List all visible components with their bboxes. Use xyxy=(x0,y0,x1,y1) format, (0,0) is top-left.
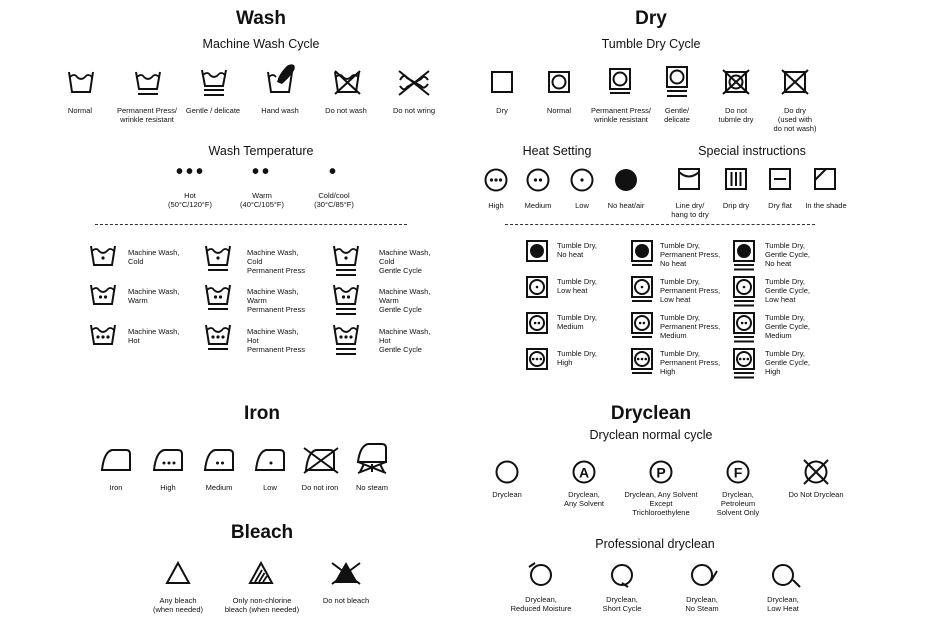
dryclean-except-trichloroethylene-icon xyxy=(647,459,675,485)
wash-gentle-icon xyxy=(201,68,227,98)
tumble-dry-permanent-press-icon xyxy=(609,68,631,96)
svg-text:A: A xyxy=(578,464,590,481)
dry-combo-label: Tumble Dry, Gentle Cycle, No heat xyxy=(765,241,811,268)
machine-wash-combo-icon xyxy=(205,244,231,278)
dryclean-any-solvent-icon xyxy=(570,459,598,485)
iron-medium-icon xyxy=(203,446,237,474)
wash-combo-label: Machine Wash, Hot xyxy=(128,327,180,345)
non-chlorine-bleach-icon xyxy=(248,561,274,585)
heat-setting-title: Heat Setting xyxy=(522,144,592,158)
dryclean-title: Dryclean xyxy=(610,403,692,424)
dryclean-icon xyxy=(493,459,521,485)
heat-medium-icon xyxy=(526,168,550,192)
dry-combo-label: Tumble Dry, Permanent Press, Low heat xyxy=(660,277,721,304)
dry-cycle-label: Normal xyxy=(546,106,572,115)
iron-label: High xyxy=(160,483,176,492)
wash-normal-icon xyxy=(68,70,94,94)
do-not-bleach-icon xyxy=(330,560,362,586)
dry-divider xyxy=(505,224,815,225)
bleach-label: Do not bleach xyxy=(322,596,370,605)
wash-cycle-label: Normal xyxy=(67,106,93,115)
svg-text:F: F xyxy=(733,464,743,481)
dryclean-label: Dryclean xyxy=(492,490,522,499)
wash-cycle-label: Do not wash xyxy=(325,106,367,115)
machine-wash-combo-icon xyxy=(333,283,359,317)
dry-in-shade-icon xyxy=(814,168,836,190)
wash-combo-label: Machine Wash, Warm xyxy=(128,287,180,305)
machine-wash-combo-icon xyxy=(333,323,359,357)
temp-label: Cold/cool (30°C/85°F) xyxy=(314,191,354,209)
dry-square-icon xyxy=(491,71,513,93)
iron-label: Medium xyxy=(205,483,233,492)
dry-cycle-label: Do dry (used with do not wash) xyxy=(773,106,817,133)
heat-label: Medium xyxy=(524,201,552,210)
special-label: In the shade xyxy=(805,201,847,210)
dryclean-normal-title: Dryclean normal cycle xyxy=(589,428,713,442)
do-dry-icon xyxy=(781,69,809,95)
tumble-dry-combo-icon xyxy=(631,276,653,308)
heat-low-icon xyxy=(570,168,594,192)
bleach-title: Bleach xyxy=(230,522,294,543)
wash-cycle-label: Do not wring xyxy=(392,106,436,115)
do-not-wring-icon xyxy=(398,70,430,96)
iron-label: Iron xyxy=(109,483,123,492)
special-label: Dry flat xyxy=(768,201,792,210)
dry-combo-label: Tumble Dry, Permanent Press, No heat xyxy=(660,241,721,268)
tumble-dry-combo-icon xyxy=(526,240,548,272)
wash-cycle-label: Hand wash xyxy=(261,106,299,115)
wash-combo-label: Machine Wash, Warm Gentle Cycle xyxy=(379,287,431,314)
temp-label: Hot (50°C/120°F) xyxy=(168,191,212,209)
dry-combo-label: Tumble Dry, Low heat xyxy=(557,277,598,295)
svg-text:P: P xyxy=(656,464,666,481)
dryclean-label: Dryclean, Any Solvent xyxy=(563,490,605,508)
any-bleach-icon xyxy=(165,561,191,585)
cold-dots-icon: • xyxy=(328,161,340,183)
dryclean-no-steam-icon xyxy=(688,561,718,589)
wash-permanent-press-icon xyxy=(135,70,161,96)
dry-title: Dry xyxy=(635,8,667,29)
machine-wash-combo-icon xyxy=(90,323,116,357)
bleach-label: Any bleach (when needed) xyxy=(152,596,204,614)
iron-low-icon xyxy=(254,446,288,474)
no-heat-icon xyxy=(614,168,638,192)
wash-combo-label: Machine Wash, Hot Permanent Press xyxy=(247,327,305,354)
pro-dryclean-label: Dryclean, Low Heat xyxy=(767,595,799,613)
special-instructions-title: Special instructions xyxy=(698,144,806,158)
dryclean-label: Dryclean, Any Solvent Except Trichloroethylene xyxy=(624,490,698,517)
wash-title: Wash xyxy=(236,8,286,29)
temp-label: Warm (40°C/105°F) xyxy=(240,191,284,209)
pro-dryclean-label: Dryclean, Reduced Moisture xyxy=(510,595,572,613)
tumble-dry-cycle-title: Tumble Dry Cycle xyxy=(601,37,701,51)
heat-high-icon xyxy=(484,168,508,192)
warm-dots-icon: •• xyxy=(251,161,273,183)
wash-cycle-label: Gentle / delicate xyxy=(185,106,241,115)
dry-combo-label: Tumble Dry, Medium xyxy=(557,313,598,331)
professional-dryclean-title: Professional dryclean xyxy=(595,537,715,551)
tumble-dry-combo-icon xyxy=(631,348,653,380)
dryclean-low-heat-icon xyxy=(769,561,799,589)
tumble-dry-combo-icon xyxy=(733,240,755,272)
dry-cycle-label: Gentle/ delicate xyxy=(664,106,690,124)
tumble-dry-combo-icon xyxy=(526,276,548,308)
wash-cycle-label: Permanent Press/ wrinkle resistant xyxy=(116,106,178,124)
iron-label: Low xyxy=(263,483,277,492)
bleach-label: Only non-chlorine bleach (when needed) xyxy=(224,596,300,614)
special-label: Drip dry xyxy=(722,201,750,210)
wash-combo-label: Machine Wash, Cold Permanent Press xyxy=(247,248,305,275)
machine-wash-combo-icon xyxy=(333,244,359,278)
dry-combo-label: Tumble Dry, No heat xyxy=(557,241,598,259)
do-not-dryclean-icon xyxy=(802,459,830,485)
dry-combo-label: Tumble Dry, Gentle Cycle, Medium xyxy=(765,313,811,340)
dryclean-label: Do Not Dryclean xyxy=(788,490,844,499)
tumble-dry-combo-icon xyxy=(526,348,548,380)
wash-divider xyxy=(95,224,407,225)
dry-combo-label: Tumble Dry, Gentle Cycle, High xyxy=(765,349,811,376)
iron-label: Do not iron xyxy=(301,483,339,492)
dryclean-short-cycle-icon xyxy=(608,561,638,589)
wash-combo-label: Machine Wash, Cold Gentle Cycle xyxy=(379,248,431,275)
do-not-tumble-dry-icon xyxy=(722,69,750,95)
wash-combo-label: Machine Wash, Warm Permanent Press xyxy=(247,287,305,314)
machine-wash-combo-icon xyxy=(205,323,231,357)
dryclean-petroleum-icon xyxy=(724,459,752,485)
tumble-dry-normal-icon xyxy=(548,71,570,93)
iron-high-icon xyxy=(152,446,186,474)
tumble-dry-combo-icon xyxy=(631,312,653,344)
dry-combo-label: Tumble Dry, Permanent Press, High xyxy=(660,349,721,376)
dry-combo-label: Tumble Dry, Permanent Press, Medium xyxy=(660,313,721,340)
tumble-dry-combo-icon xyxy=(526,312,548,344)
machine-wash-combo-icon xyxy=(205,283,231,317)
no-steam-icon xyxy=(356,442,390,475)
iron-icon xyxy=(100,446,134,474)
tumble-dry-gentle-icon xyxy=(666,66,688,98)
pro-dryclean-label: Dryclean, No Steam xyxy=(685,595,719,613)
dry-combo-label: Tumble Dry, High xyxy=(557,349,598,367)
dry-combo-label: Tumble Dry, Gentle Cycle, Low heat xyxy=(765,277,811,304)
hand-wash-icon xyxy=(267,62,297,94)
wash-cycle-title: Machine Wash Cycle xyxy=(202,37,320,51)
heat-label: No heat/air xyxy=(607,201,645,210)
tumble-dry-combo-icon xyxy=(631,240,653,272)
line-dry-icon xyxy=(678,168,700,190)
heat-label: Low xyxy=(575,201,589,210)
tumble-dry-combo-icon xyxy=(733,276,755,308)
wash-temperature-title: Wash Temperature xyxy=(208,144,314,158)
pro-dryclean-label: Dryclean, Short Cycle xyxy=(602,595,642,613)
dry-flat-icon xyxy=(769,168,791,190)
do-not-iron-icon xyxy=(304,446,338,474)
tumble-dry-combo-icon xyxy=(733,312,755,344)
dry-cycle-label: Do not tubmle dry xyxy=(718,106,754,124)
special-label: Line dry/ hang to dry xyxy=(671,201,709,219)
drip-dry-icon xyxy=(725,168,747,190)
dryclean-reduced-moisture-icon xyxy=(527,561,557,589)
heat-label: High xyxy=(488,201,504,210)
wash-combo-label: Machine Wash, Hot Gentle Cycle xyxy=(379,327,431,354)
dry-cycle-label: Permanent Press/ wrinkle resistant xyxy=(590,106,652,124)
tumble-dry-combo-icon xyxy=(733,348,755,380)
dryclean-label: Dryclean, Petroleum Solvent Only xyxy=(716,490,760,517)
dry-cycle-label: Dry xyxy=(496,106,508,115)
iron-title: Iron xyxy=(244,403,280,424)
wash-combo-label: Machine Wash, Cold xyxy=(128,248,180,266)
hot-dots-icon: ••• xyxy=(175,161,207,183)
machine-wash-combo-icon xyxy=(90,244,116,278)
do-not-wash-icon xyxy=(333,70,361,96)
machine-wash-combo-icon xyxy=(90,283,116,317)
iron-label: No steam xyxy=(355,483,389,492)
